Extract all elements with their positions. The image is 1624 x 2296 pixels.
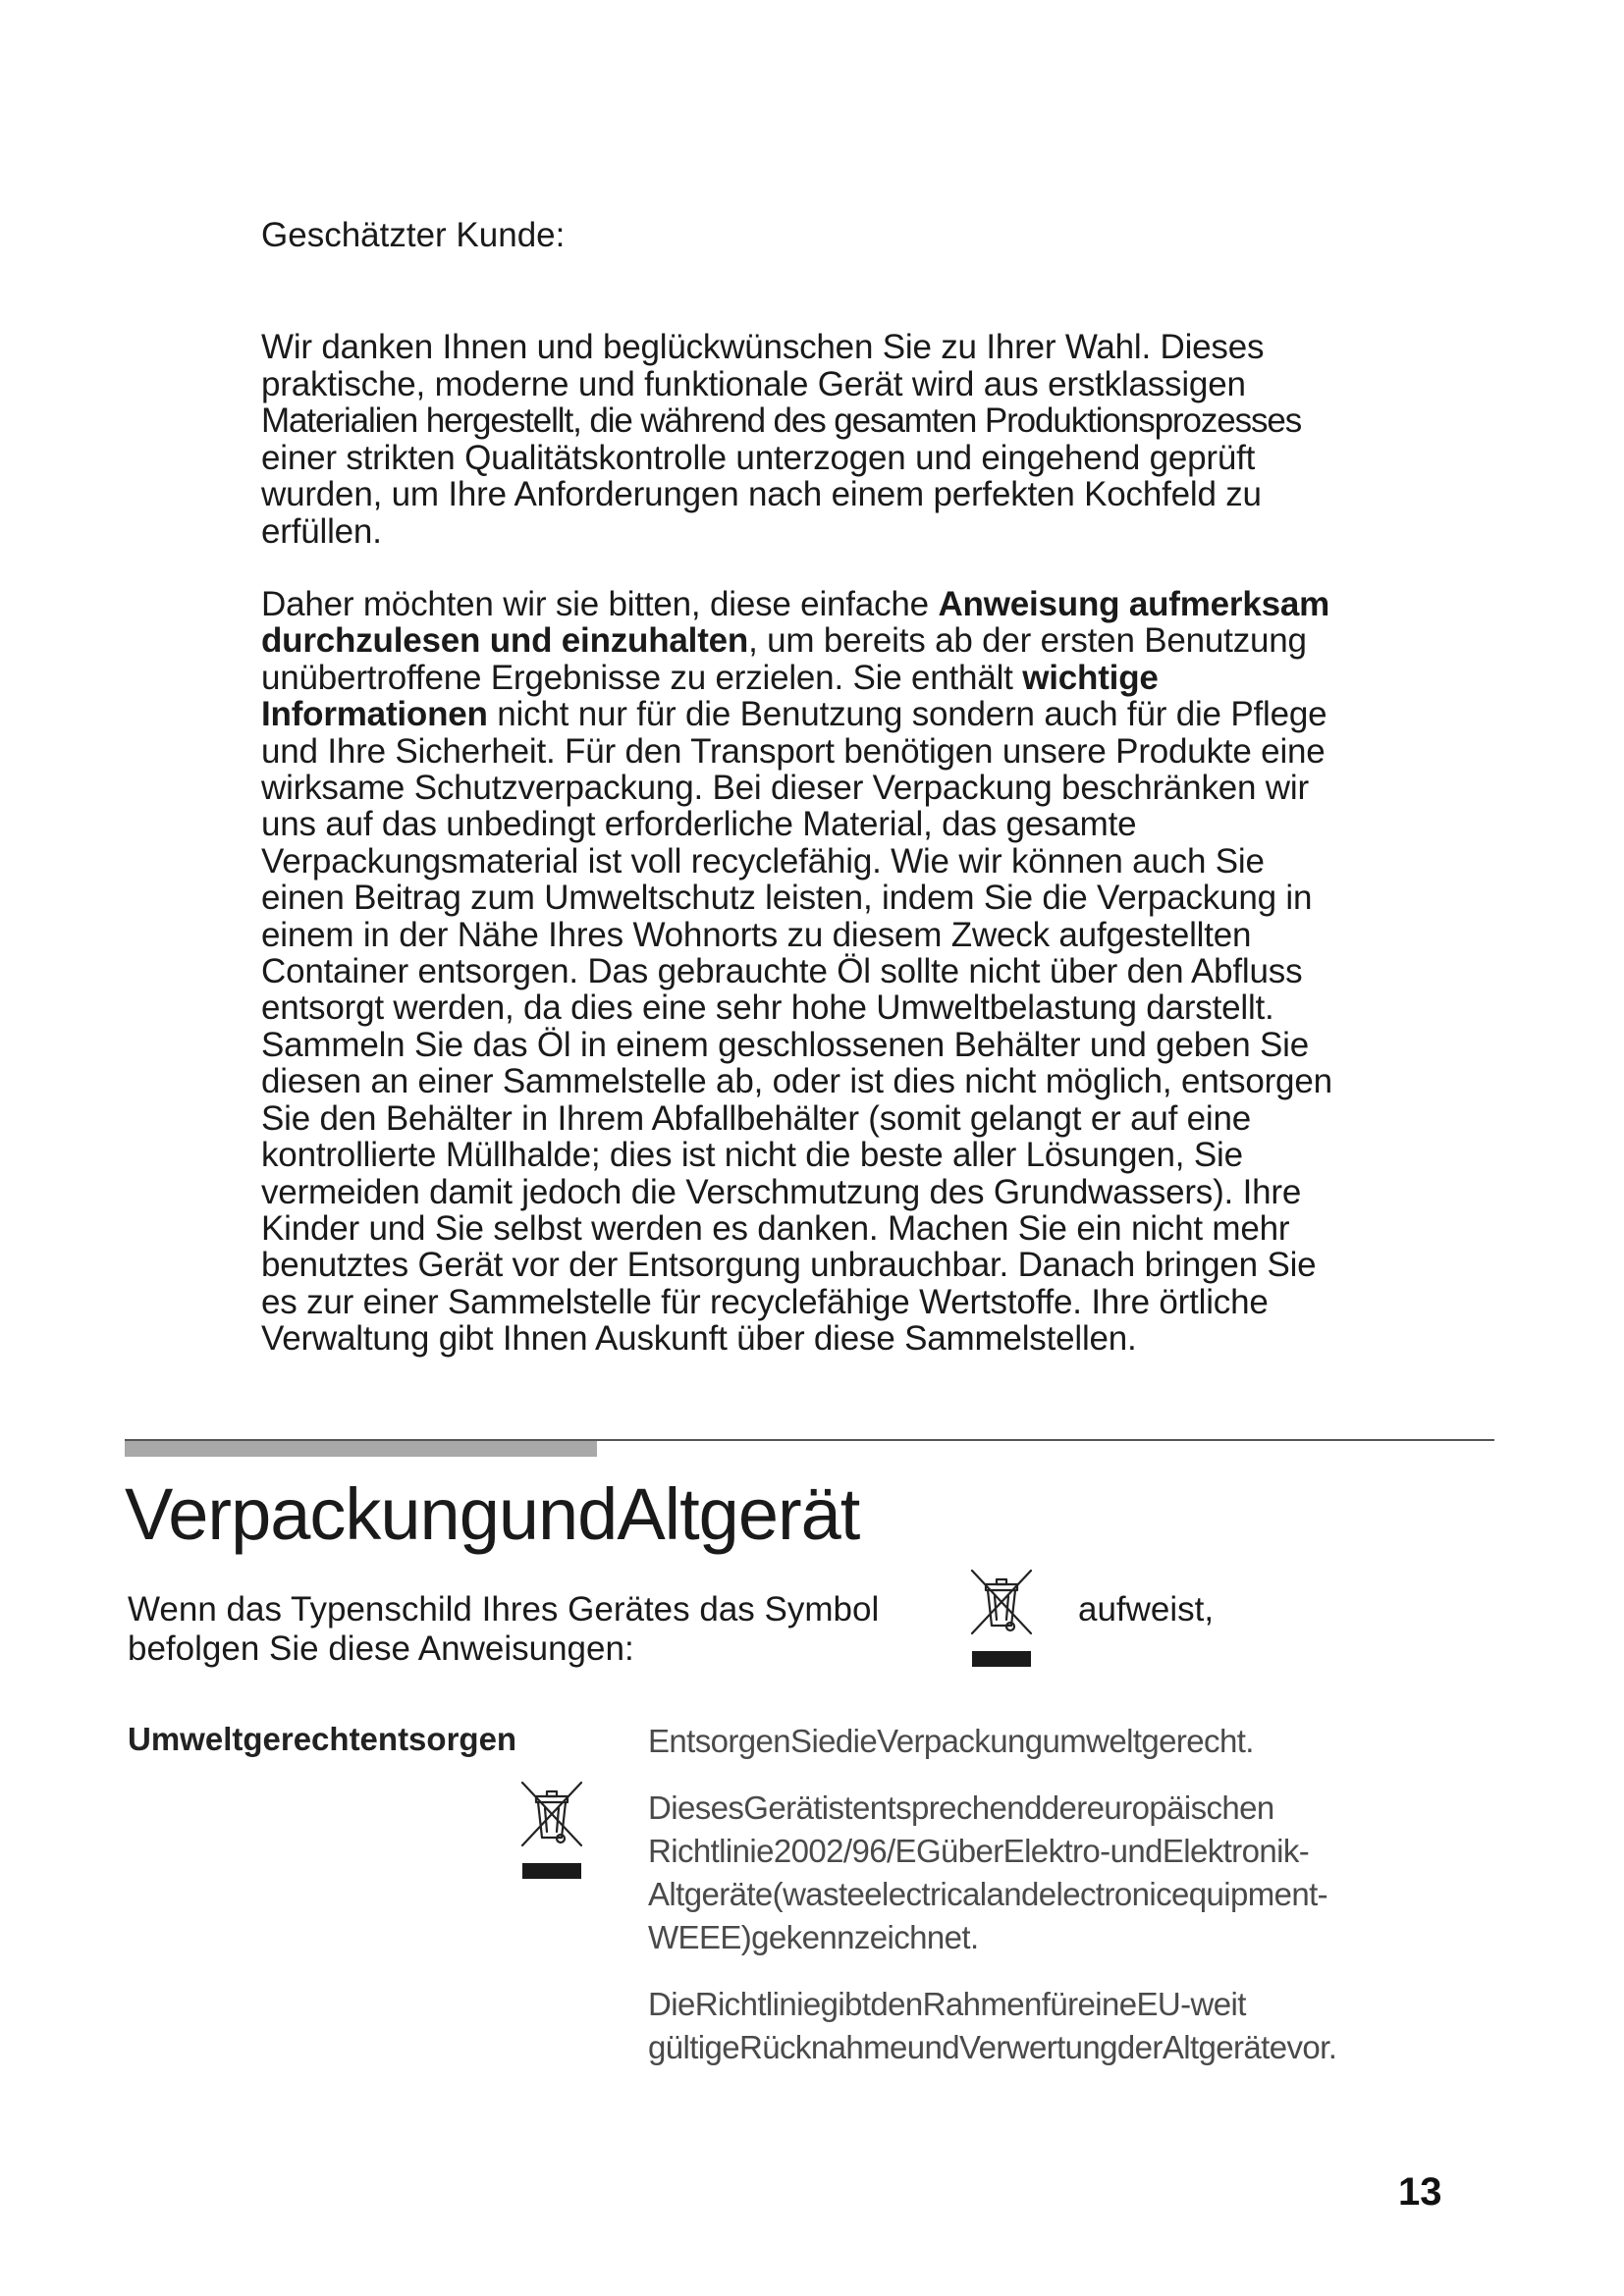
page-number: 13: [1398, 2170, 1442, 2214]
emphasis-text: wichtige: [1022, 658, 1159, 697]
intro-paragraph: [261, 329, 1400, 550]
body-line: einem in der Nähe Ihres Wohnorts zu diesem Zweck aufgestellten: [261, 915, 1252, 954]
symbol-instruction-line2: befolgen Sie diese Anweisungen:: [128, 1629, 634, 1668]
intro-line: erfüllen.: [261, 511, 382, 551]
salutation: Geschätzter Kunde:: [261, 216, 566, 254]
intro-line: einer strikten Qualitätskontrolle unterzogen und eingehend geprüft: [261, 438, 1256, 477]
body-line: Container entsorgen. Das gebrauchte Öl sollte nicht über den Abfluss: [261, 952, 1303, 991]
body-line: diesen an einer Sammelstelle ab, oder ist dies nicht möglich, entsorgen: [261, 1062, 1332, 1101]
paragraph-line: WEEE)gekennzeichnet.: [648, 1919, 979, 1955]
paragraph-line: DiesesGerätistentsprechenddereuropäischen: [648, 1789, 1274, 1826]
body-line: vermeiden damit jedoch die Verschmutzung des Grundwassers). Ihre: [261, 1172, 1302, 1211]
emphasis-text: Anweisung aufmerksam: [938, 585, 1330, 623]
disposal-paragraph-1: EntsorgenSiedieVerpackungumweltgerecht.: [648, 1723, 1254, 1759]
paragraph-line: Richtlinie2002/96/EGüberElektro-undElektronik-: [648, 1833, 1310, 1869]
side-heading: Umweltgerechtentsorgen: [128, 1721, 517, 1757]
paragraph-line: gültigeRücknahmeundVerwertungderAltgerätevor.: [648, 2029, 1337, 2065]
weee-crossed-bin-icon: [966, 1567, 1037, 1671]
body-line: uns auf das unbedingt erforderliche Material, das gesamte: [261, 805, 1137, 844]
body-line: Kinder und Sie selbst werden es danken. Machen Sie ein nicht mehr: [261, 1208, 1290, 1248]
intro-line: Wir danken Ihnen und beglückwünschen Sie zu Ihrer Wahl. Dieses: [261, 328, 1265, 366]
body-line: Sammeln Sie das Öl in einem geschlossenen Behälter und geben Sie: [261, 1025, 1310, 1064]
disposal-paragraph-3: [648, 1983, 1336, 2069]
intro-line: Materialien hergestellt, die während des gesamten Produktionsprozesses: [261, 401, 1302, 440]
body-line: entsorgt werden, da dies eine sehr hohe Umweltbelastung darstellt.: [261, 988, 1274, 1028]
body-line: [261, 660, 1400, 696]
symbol-instruction-end: aufweist,: [1078, 1590, 1215, 1629]
body-text: unübertroffene Ergebnisse zu erzielen. Sie enthält: [261, 658, 1023, 697]
body-line: Verwaltung gibt Ihnen Auskunft über diese Sammelstellen.: [261, 1319, 1137, 1359]
body-line: kontrollierte Müllhalde; dies ist nicht die beste aller Lösungen, Sie: [261, 1136, 1243, 1175]
emphasis-text: durchzulesen und einzuhalten: [261, 621, 749, 661]
body-line: einen Beitrag zum Umweltschutz leisten, indem Sie die Verpackung in: [261, 879, 1313, 918]
body-line: [261, 696, 1400, 732]
body-line: [261, 622, 1400, 659]
section-divider-accent: [125, 1441, 597, 1457]
body-text: nicht nur für die Benutzung sondern auch für die Pflege: [487, 695, 1327, 734]
body-line: Sie den Behälter in Ihrem Abfallbehälter (somit gelangt er auf eine: [261, 1098, 1252, 1138]
body-line: wirksame Schutzverpackung. Bei dieser Verpackung beschränken wir: [261, 769, 1309, 808]
body-line: benutztes Gerät vor der Entsorgung unbrauchbar. Danach bringen Sie: [261, 1246, 1317, 1285]
disposal-paragraph-2: [648, 1787, 1327, 1959]
body-line: und Ihre Sicherheit. Für den Transport benötigen unsere Produkte eine: [261, 731, 1326, 771]
weee-crossed-bin-icon: [516, 1779, 587, 1883]
paragraph-line: DieRichtliniegibtdenRahmenfüreineEU-weit: [648, 1986, 1246, 2022]
intro-line: praktische, moderne und funktionale Gerät wird aus erstklassigen: [261, 364, 1246, 403]
body-paragraph: [261, 586, 1400, 1358]
emphasis-text: Informationen: [261, 695, 488, 734]
body-line: es zur einer Sammelstelle für recyclefähige Wertstoffe. Ihre örtliche: [261, 1282, 1269, 1321]
body-line: [261, 586, 1400, 622]
symbol-instruction: Wenn das Typenschild Ihres Gerätes das Symbol: [128, 1590, 880, 1629]
section-title: VerpackungundAltgerät: [125, 1473, 860, 1555]
body-text: , um bereits ab der ersten Benutzung: [748, 621, 1307, 661]
intro-line: wurden, um Ihre Anforderungen nach einem perfekten Kochfeld zu: [261, 475, 1262, 513]
body-text: Daher möchten wir sie bitten, diese einfache: [261, 585, 939, 623]
body-line: Verpackungsmaterial ist voll recyclefähig. Wie wir können auch Sie: [261, 841, 1265, 881]
paragraph-line: Altgeräte(wasteelectricalandelectronicequipment-: [648, 1876, 1328, 1912]
